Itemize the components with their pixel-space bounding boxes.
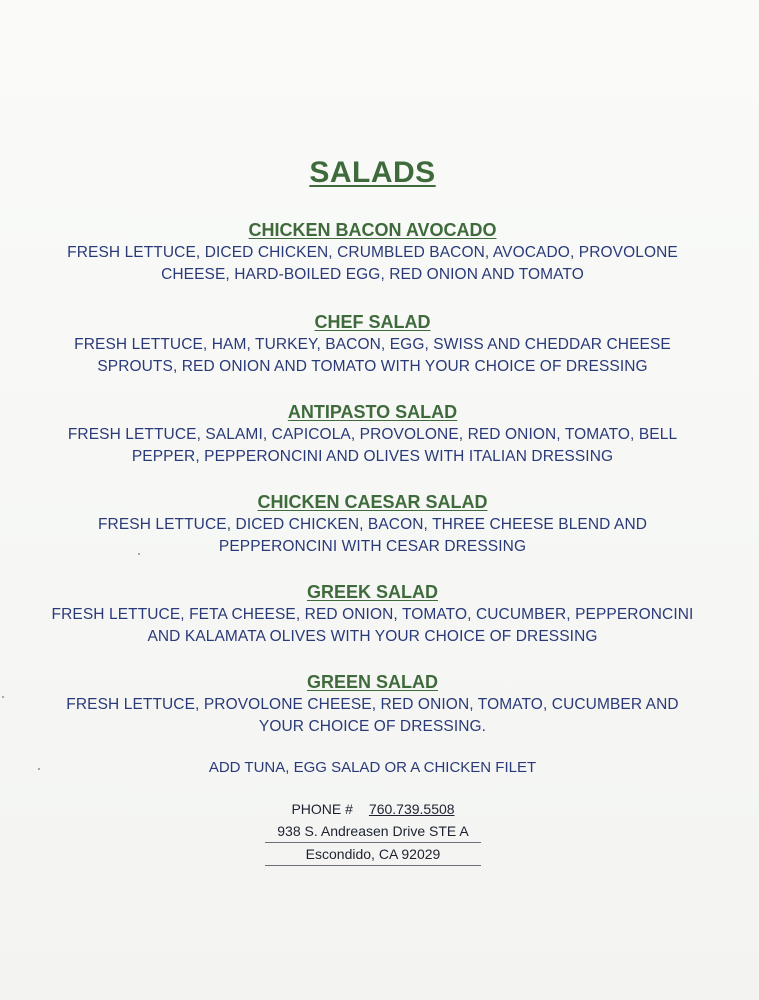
description-line: FRESH LETTUCE, PROVOLONE CHEESE, RED ONION, TOMATO, CUCUMBER AND [66, 696, 679, 713]
menu-item-name: ANTIPASTO SALAD [287, 402, 458, 422]
phone-line [265, 800, 481, 820]
menu-item-description [0, 694, 745, 738]
contact-block [265, 800, 481, 868]
phone-label: PHONE # [291, 801, 353, 817]
menu-item-description [0, 242, 745, 286]
address-line-1: 938 S. Andreasen Drive STE A [265, 822, 481, 843]
description-line: SPROUTS, RED ONION AND TOMATO WITH YOUR CHOICE OF DRESSING [97, 358, 648, 375]
menu-item-name: GREEN SALAD [306, 672, 438, 692]
menu-item-name: CHICKEN CAESAR SALAD [257, 492, 488, 512]
description-line: YOUR CHOICE OF DRESSING. [258, 718, 487, 735]
menu-item [0, 581, 745, 648]
menu-item-description [0, 514, 745, 558]
description-line: FRESH LETTUCE, DICED CHICKEN, BACON, THREE CHEESE BLEND AND [97, 516, 648, 533]
description-line: PEPPER, PEPPERONCINI AND OLIVES WITH ITALIAN DRESSING [131, 448, 614, 465]
menu-item-name: CHICKEN BACON AVOCADO [248, 220, 497, 240]
menu-item [0, 401, 745, 468]
description-line: FRESH LETTUCE, FETA CHEESE, RED ONION, TOMATO, CUCUMBER, PEPPERONCINI [51, 606, 694, 623]
description-line: FRESH LETTUCE, DICED CHICKEN, CRUMBLED BACON, AVOCADO, PROVOLONE [67, 244, 678, 261]
menu-item [0, 671, 745, 738]
description-line: FRESH LETTUCE, HAM, TURKEY, BACON, EGG, SWISS AND CHEDDAR CHEESE [74, 336, 671, 353]
description-line: PEPPERONCINI WITH CESAR DRESSING [218, 538, 527, 555]
address-line-2: Escondido, CA 92029 [265, 845, 481, 866]
paper-speck [38, 768, 40, 770]
menu-item-description [0, 424, 745, 468]
addon-note: ADD TUNA, EGG SALAD OR A CHICKEN FILET [208, 759, 537, 776]
menu-item [0, 311, 745, 378]
menu-item-name: GREEK SALAD [306, 582, 438, 602]
menu-item-name: CHEF SALAD [314, 312, 431, 332]
paper-speck [2, 696, 4, 698]
menu-item-description [0, 334, 745, 378]
phone-number: 760.739.5508 [368, 801, 455, 817]
menu-item [0, 491, 745, 558]
menu-item-description [0, 604, 745, 648]
menu-title: SALADS [309, 156, 436, 189]
description-line: FRESH LETTUCE, SALAMI, CAPICOLA, PROVOLONE, RED ONION, TOMATO, BELL [67, 426, 678, 443]
menu-item [0, 219, 745, 286]
paper-speck [138, 553, 140, 555]
description-line: CHEESE, HARD-BOILED EGG, RED ONION AND TOMATO [161, 266, 584, 283]
description-line: AND KALAMATA OLIVES WITH YOUR CHOICE OF DRESSING [147, 628, 598, 645]
